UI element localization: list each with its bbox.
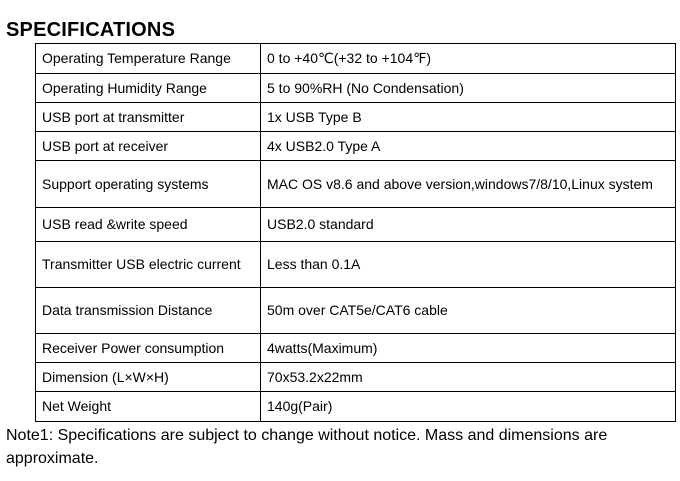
spec-value: Less than 0.1A [261, 242, 676, 288]
footnote-line-1: Note1: Specifications are subject to change without notice. Mass and dimensions are [6, 427, 608, 444]
spec-label: Data transmission Distance [36, 288, 261, 334]
spec-value: 4watts(Maximum) [261, 334, 676, 363]
spec-label: Receiver Power consumption [36, 334, 261, 363]
spec-value: 0 to +40℃(+32 to +104℉) [261, 44, 676, 74]
spec-label: Operating Humidity Range [36, 74, 261, 103]
table-row [36, 74, 676, 103]
table-row [36, 103, 676, 132]
spec-value: MAC OS v8.6 and above version,windows7/8/10,Linux system [261, 161, 676, 208]
table-row [36, 334, 676, 363]
table-row [36, 208, 676, 242]
table-row [36, 242, 676, 288]
footnote-line-2: approximate. [6, 450, 99, 467]
spec-label: USB port at receiver [36, 132, 261, 161]
spec-label: Transmitter USB electric current [36, 242, 261, 288]
table-row [36, 392, 676, 422]
table-row [36, 363, 676, 392]
table-row [36, 44, 676, 74]
spec-value: 5 to 90%RH (No Condensation) [261, 74, 676, 103]
table-row [36, 161, 676, 208]
spec-label: Support operating systems [36, 161, 261, 208]
spec-value: 50m over CAT5e/CAT6 cable [261, 288, 676, 334]
table-row [36, 132, 676, 161]
spec-value: USB2.0 standard [261, 208, 676, 242]
specifications-table [35, 43, 676, 422]
table-row [36, 288, 676, 334]
spec-label: USB read &write speed [36, 208, 261, 242]
spec-value: 4x USB2.0 Type A [261, 132, 676, 161]
spec-label: Operating Temperature Range [36, 44, 261, 74]
page-title: SPECIFICATIONS [6, 19, 176, 41]
spec-value: 140g(Pair) [261, 392, 676, 422]
spec-label: Dimension (L×W×H) [36, 363, 261, 392]
spec-label: Net Weight [36, 392, 261, 422]
footnote [6, 424, 644, 470]
spec-value: 70x53.2x22mm [261, 363, 676, 392]
spec-label: USB port at transmitter [36, 103, 261, 132]
spec-value: 1x USB Type B [261, 103, 676, 132]
